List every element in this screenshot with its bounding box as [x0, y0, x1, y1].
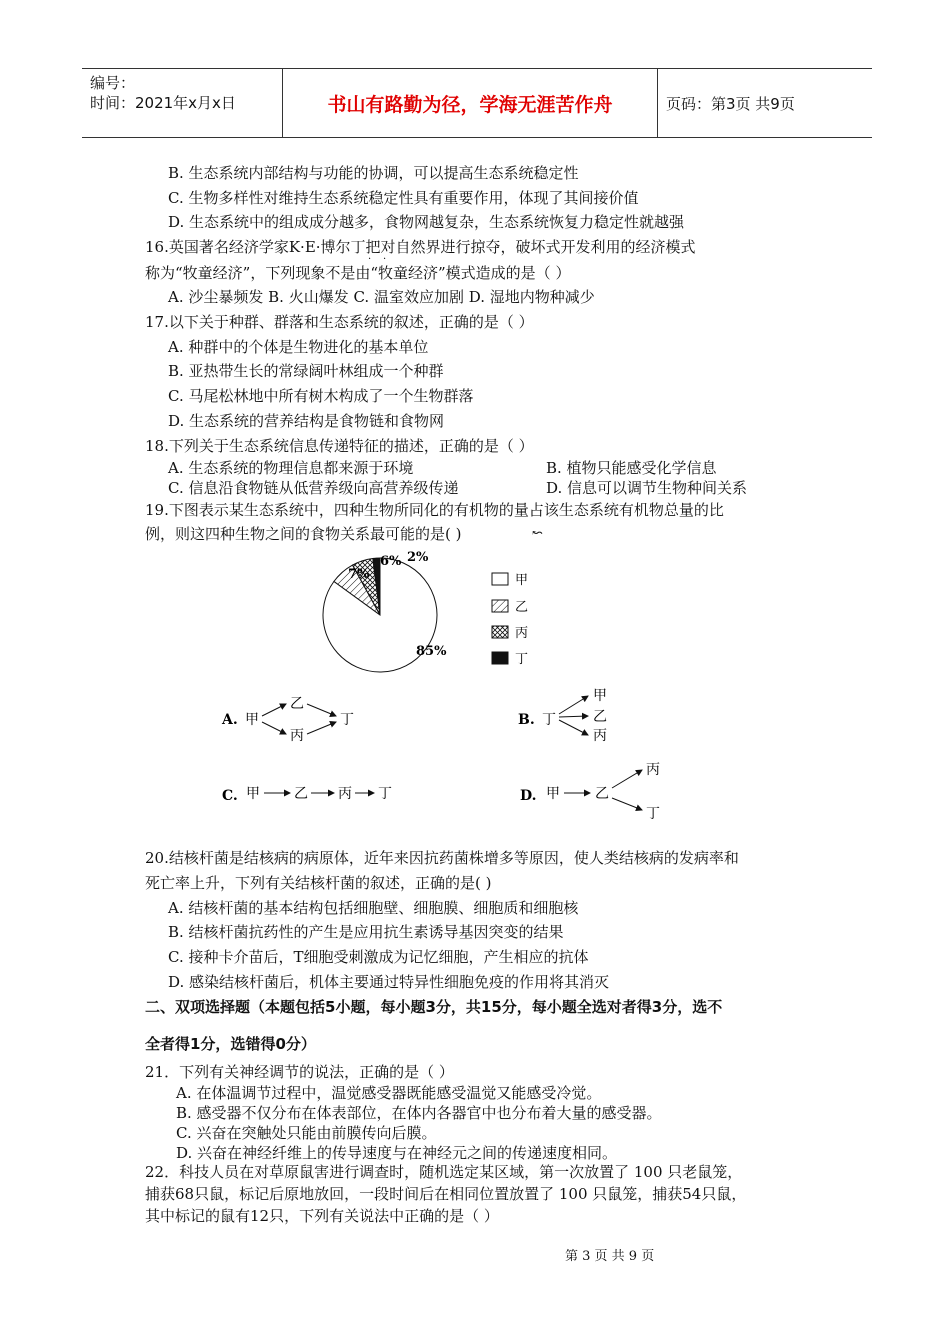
q15-option-c: C. 生物多样性对维持生态系统稳定性具有重要作用，体现了其间接价值: [168, 189, 639, 207]
node: 乙: [593, 709, 607, 725]
q20-option-b: B. 结核杆菌抗药性的产生是应用抗生素诱导基因突变的结果: [168, 923, 564, 941]
q18-option-a: A. 生态系统的物理信息都来源于环境: [168, 459, 414, 477]
node: 乙: [290, 696, 304, 712]
legend-swatch-yi: [492, 600, 508, 612]
q17-option-a: A. 种群中的个体是生物进化的基本单位: [168, 338, 429, 356]
legend-swatch-bing: [492, 626, 508, 638]
q16-stem-2: 称为“牧童经济”，下列现象不是由“牧童经济”模式造成的是（ ）: [145, 264, 571, 282]
arrow: [262, 704, 286, 716]
option-c-label: C.: [222, 788, 238, 804]
node: 丙: [338, 786, 352, 802]
q22-stem-3: 其中标记的鼠有12只，下列有关说法中正确的是（ ）: [145, 1207, 499, 1225]
q19-stem-2: 例，则这四种生物之间的食物关系最可能的是( ): [145, 525, 462, 543]
legend-label-yi: 乙: [515, 600, 529, 615]
option-a-label: A.: [222, 712, 238, 728]
q21-option-b: B. 感受器不仅分布在体表部位，在体内各器官中也分布着大量的感受器。: [176, 1104, 662, 1122]
q18-option-d: D. 信息可以调节生物种间关系: [546, 479, 748, 497]
q15-option-d: D. 生态系统中的组成成分越多，食物网越复杂，生态系统恢复力稳定性就越强: [168, 213, 685, 231]
node: 乙: [294, 786, 308, 802]
q19-stem: 19.下图表示某生态系统中，四种生物所同化的有机物的量占该生态系统有机物总量的比: [145, 501, 724, 519]
q21-option-c: C. 兴奋在突触处只能由前膜传向后膜。: [176, 1124, 437, 1142]
node: 甲: [546, 786, 560, 802]
pie-label-6: 6%: [380, 554, 402, 569]
page-footer: 第 3 页 共 9 页: [565, 1249, 655, 1264]
q17-option-c: C. 马尾松林地中所有树木构成了一个生物群落: [168, 387, 474, 405]
q20-option-d: D. 感染结核杆菌后，机体主要通过特异性细胞免疫的作用将其消灭: [168, 973, 610, 991]
q18-option-b: B. 植物只能感受化学信息: [546, 459, 717, 477]
node: 丙: [646, 762, 660, 778]
legend-label-bing: 丙: [515, 626, 529, 641]
option-c: [222, 786, 392, 804]
arrow: [559, 716, 588, 717]
pie-label-2: 2%: [407, 550, 429, 565]
node: 丁: [646, 806, 660, 822]
page-header: [82, 68, 872, 138]
node: 丙: [593, 728, 607, 744]
time-label: 时间：2021年x月x日: [90, 94, 236, 112]
number-label: 编号：: [90, 74, 136, 92]
q17-stem: 17.以下关于种群、群落和生态系统的叙述，正确的是（ ）: [145, 313, 534, 331]
q16-options: A. 沙尘暴频发 B. 火山爆发 C. 温室效应加剧 D. 湿地内物种减少: [168, 288, 595, 306]
food-web-options: [210, 680, 690, 830]
q20-option-c: C. 接种卡介苗后，T细胞受刺激成为记忆细胞，产生相应的抗体: [168, 948, 589, 966]
node: 乙: [595, 786, 609, 802]
node: 丙: [290, 728, 304, 744]
option-a: [221, 696, 354, 744]
legend-label-jia: 甲: [515, 573, 529, 588]
mouse-icon: ↜: [532, 526, 543, 541]
q21-option-d: D. 兴奋在神经纤维上的传导速度与在神经元之间的传递速度相同。: [176, 1144, 618, 1162]
node: 甲: [245, 712, 259, 728]
node: 丁: [542, 712, 556, 728]
q18-option-c: C. 信息沿食物链从低营养级向高营养级传递: [168, 479, 459, 497]
pie-chart-figure: [320, 545, 560, 675]
option-d-label: D.: [520, 788, 537, 804]
option-d: [520, 762, 660, 822]
emphasis-dot: ·: [368, 254, 372, 265]
q17-option-b: B. 亚热带生长的常绿阔叶林组成一个种群: [168, 362, 444, 380]
q20-option-a: A. 结核杆菌的基本结构包括细胞壁、细胞膜、细胞质和细胞核: [168, 899, 579, 917]
section-two-heading-2: 全者得1分，选错得0分）: [145, 1035, 316, 1053]
node: 丁: [378, 786, 392, 802]
q18-stem: 18.下列关于生态系统信息传递特征的描述，正确的是（ ）: [145, 437, 534, 455]
q17-option-d: D. 生态系统的营养结构是食物链和食物网: [168, 412, 445, 430]
arrow: [559, 696, 588, 714]
node: 甲: [246, 786, 260, 802]
page-label: 页码：第3页 共9页: [666, 95, 795, 113]
pie-label-7: 7%: [348, 567, 370, 582]
pie-label-85: 85%: [416, 644, 447, 659]
section-two-heading: 二、双项选择题（本题包括5小题，每小题3分，共15分，每小题全选对者得3分，选不: [145, 998, 723, 1016]
legend-swatch-jia: [492, 573, 508, 585]
option-b: [518, 688, 607, 744]
emphasis-dot: ·: [383, 254, 387, 265]
q16-stem: 16.英国著名经济学家K·E·博尔丁把对自然界进行掠夺，破坏式开发利用的经济模式: [145, 238, 696, 256]
motto: 书山有路勤为径，学海无涯苦作舟: [283, 69, 658, 137]
arrow: [262, 722, 286, 734]
arrow: [612, 798, 642, 810]
q22-stem-2: 捕获68只鼠，标记后原地放回，一段时间后在相同位置放置了 100 只鼠笼，捕获54只鼠，: [145, 1185, 747, 1203]
q21-stem: 21．下列有关神经调节的说法，正确的是（ ）: [145, 1063, 454, 1081]
node: 甲: [593, 688, 607, 704]
q15-option-b: B. 生态系统内部结构与功能的协调，可以提高生态系统稳定性: [168, 164, 579, 182]
arrow: [307, 704, 336, 716]
arrow: [307, 722, 336, 734]
node: 丁: [340, 712, 354, 728]
q20-stem-2: 死亡率上升，下列有关结核杆菌的叙述，正确的是( ): [145, 874, 492, 892]
q22-stem: 22．科技人员在对草原鼠害进行调查时，随机选定某区域，第一次放置了 100 只老鼠笼，: [145, 1163, 743, 1181]
option-b-label: B.: [518, 712, 535, 728]
q21-option-a: A. 在体温调节过程中，温觉感受器既能感受温觉又能感受冷觉。: [176, 1084, 602, 1102]
arrow: [559, 720, 588, 735]
legend-label-ding: 丁: [515, 652, 529, 667]
q20-stem: 20.结核杆菌是结核病的病原体，近年来因抗药菌株增多等原因，使人类结核病的发病率和: [145, 849, 739, 867]
header-info: [82, 69, 283, 137]
legend-swatch-ding: [492, 652, 508, 664]
arrow: [612, 770, 642, 788]
